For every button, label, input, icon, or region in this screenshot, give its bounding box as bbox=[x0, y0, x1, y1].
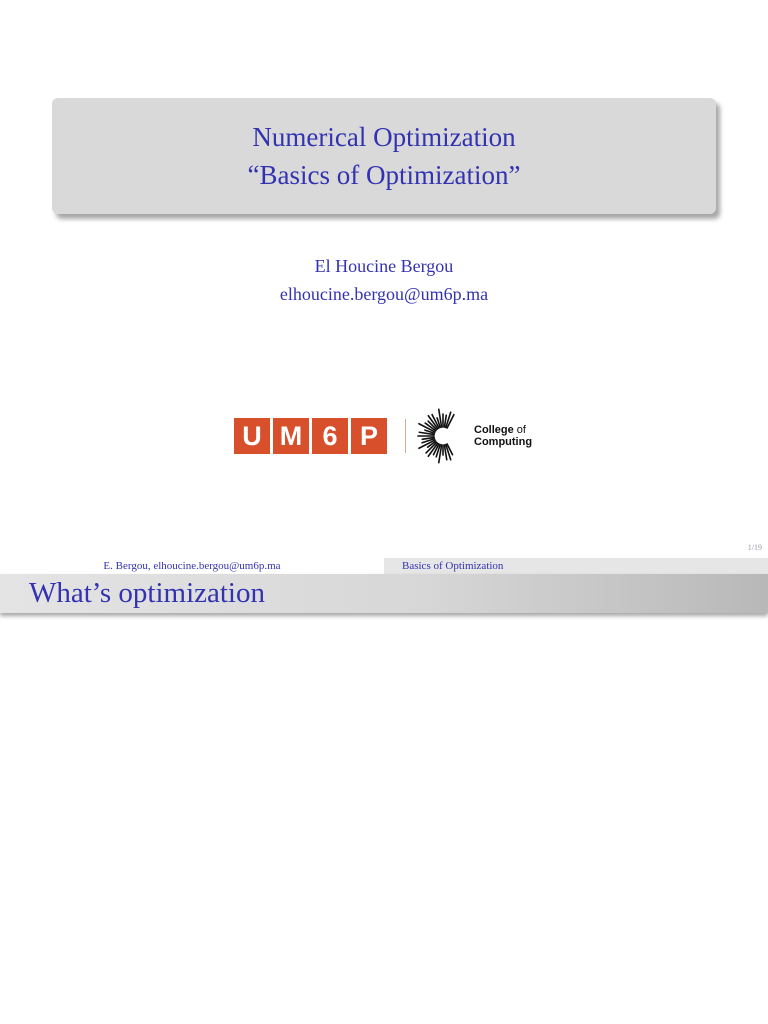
author-block bbox=[0, 252, 768, 308]
page-number: 1/19 bbox=[747, 543, 762, 552]
computing-word: Computing bbox=[474, 436, 533, 448]
um6p-letter-p: P bbox=[351, 418, 387, 454]
author-email: elhoucine.bergou@um6p.ma bbox=[279, 284, 489, 304]
college-word: College bbox=[474, 424, 514, 436]
college-of-computing-wordmark bbox=[474, 424, 532, 448]
um6p-letter-6: 6 bbox=[312, 418, 348, 454]
author-name: El Houcine Bergou bbox=[314, 256, 454, 276]
um6p-letter-u: U bbox=[234, 418, 270, 454]
um6p-letter-m: M bbox=[273, 418, 309, 454]
footline bbox=[0, 558, 768, 574]
presentation-title: Numerical Optimization bbox=[252, 122, 516, 152]
title-box bbox=[52, 98, 716, 214]
frame-title: What’s optimization bbox=[29, 577, 265, 609]
um6p-logo bbox=[234, 418, 390, 454]
logo-row bbox=[234, 405, 532, 467]
next-slide-frame-title-bar bbox=[0, 574, 768, 613]
college-of-computing-burst-icon bbox=[416, 405, 470, 467]
footline-author-info: E. Bergou, elhoucine.bergou@um6p.ma bbox=[0, 558, 384, 574]
logo-divider bbox=[405, 419, 406, 453]
footline-short-title: Basics of Optimization bbox=[384, 558, 768, 574]
of-word: of bbox=[516, 424, 526, 436]
presentation-subtitle: “Basics of Optimization” bbox=[247, 160, 521, 190]
